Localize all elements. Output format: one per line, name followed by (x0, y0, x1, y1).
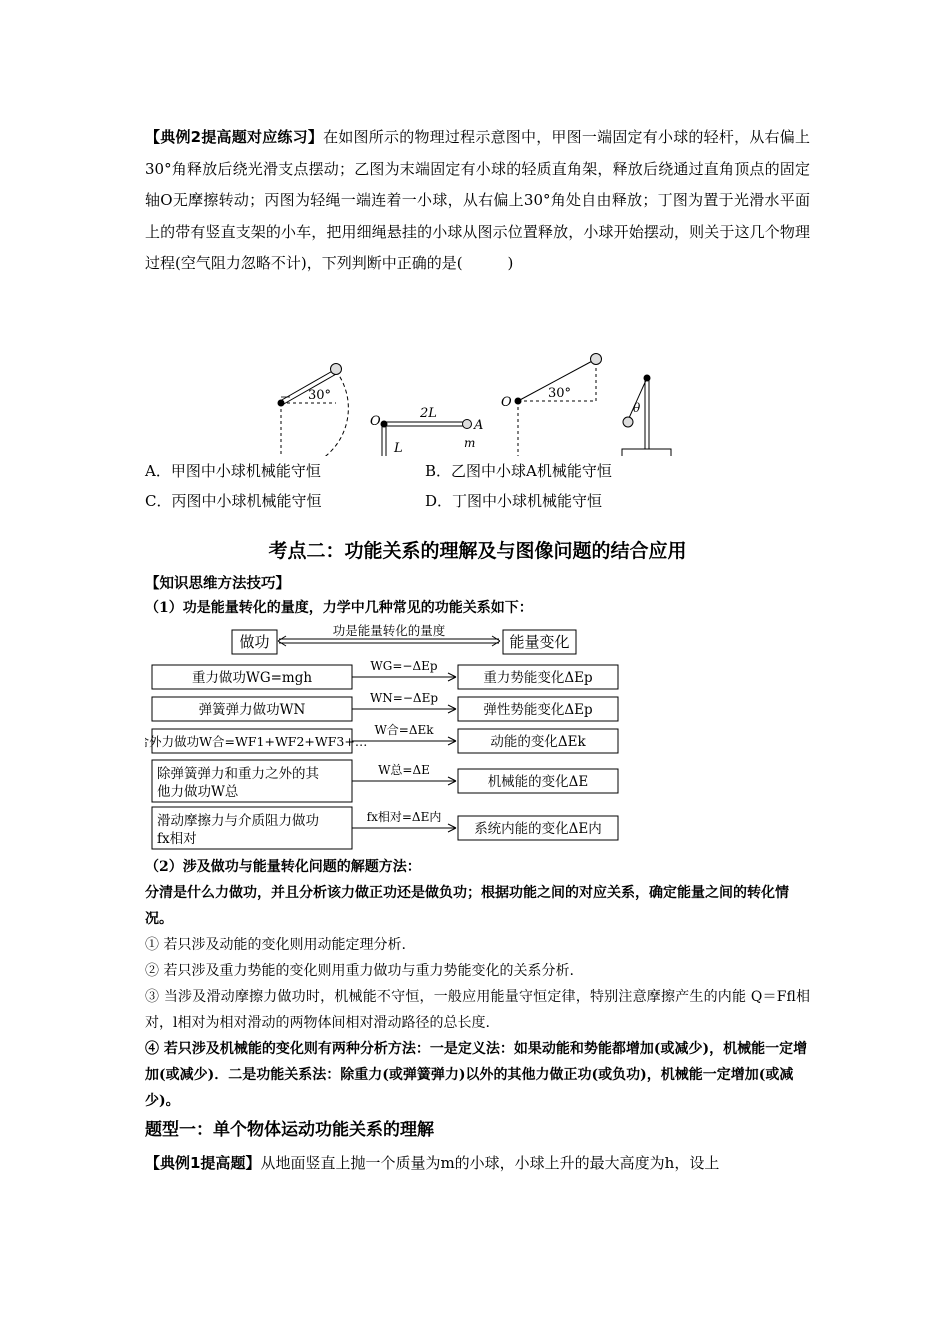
example1-paragraph (145, 1148, 810, 1180)
bing-pivot (515, 397, 522, 404)
figure-yi (369, 406, 483, 456)
item-3: ③ 当涉及滑动摩擦力做功时，机械能不守恒，一般应用能量守恒定律，特别注意摩擦产生的内能 Q＝Ffl相对，l相对为相对滑动的两物体间相对滑动路径的总长度. (145, 988, 810, 1031)
item-1: ① 若只涉及动能的变化则用动能定理分析. (145, 936, 406, 953)
example2-paragraph (145, 122, 810, 280)
knowledge-header: 【知识思维方法技巧】 (145, 575, 290, 592)
row5-left-2: fx相对 (157, 830, 197, 847)
figure-jia (276, 363, 349, 456)
type1-title: 题型一：单个物体运动功能关系的理解 (145, 1119, 434, 1140)
figure-bing (501, 353, 602, 456)
row5-left-1: 滑动摩擦力与介质阻力做功 (157, 812, 319, 829)
item-2: ② 若只涉及重力势能的变化则用重力做功与重力势能变化的关系分析. (145, 962, 574, 979)
row4-left-2: 他力做功W总 (157, 783, 239, 800)
top-arrow-head-right (492, 636, 500, 646)
top-arrow-label: 功是能量转化的量度 (332, 622, 446, 638)
work-energy-svg (145, 622, 810, 854)
yi-O: O (370, 413, 381, 429)
yi-L: L (394, 440, 403, 456)
item-4: ④ 若只涉及机械能的变化则有两种分析方法：一是定义法：如果动能和势能都增加(或减少)，机械能一定增加(或减少)．二是功能关系法：除重力(或弹簧弹力)以外的其他力做正功(或负功)，机械能一定增加(或减少)。 (145, 1040, 808, 1109)
yi-pivot (381, 420, 388, 427)
method-text: 分清是什么力做功，并且分析该力做正功还是做负功；根据功能之间的对应关系，确定能量之间的转化情况。 (145, 884, 789, 927)
section-title: 考点二：功能关系的理解及与图像问题的结合应用 (268, 539, 687, 562)
row4-left-1: 除弹簧弹力和重力之外的其 (157, 765, 319, 782)
example1-text: 从地面竖直上抛一个质量为m的小球，小球上升的最大高度为h，设上 (260, 1153, 720, 1172)
bing-O: O (501, 394, 512, 410)
document-page (145, 122, 810, 1179)
ding-cart (622, 449, 671, 456)
label-work: 做功 (239, 632, 270, 651)
yi-m-A: m (464, 435, 476, 450)
top-arrow-head-left (278, 636, 286, 646)
yi-A: A (474, 417, 484, 433)
example2-text: 在如图所示的物理过程示意图中，甲图一端固定有小球的轻杆，从右偏上30°角释放后绕光滑支点摆动；乙图为末端固定有小球的轻质直角架，释放后绕通过直角顶点的固定轴O无摩擦转动；丙图为轻绳一端连着一小球，从右偏上30°角处自由释放；丁图为置于光滑水平面上的带有竖直支架的小车，把用细绳悬挂的小球从图示位置释放，小球开始摆动，则关于这几个物理过程(空气阻力忽略不计)，下列判断中正确的是( ) (145, 128, 810, 272)
option-d[interactable]: D．丁图中小球机械能守恒 (425, 491, 603, 510)
row3-right: 动能的变化ΔEk (490, 733, 586, 750)
bing-ball (591, 353, 602, 364)
jia-angle: 30° (308, 387, 332, 403)
row3-left: 合外力做功W合=WF1+WF2+WF3+… (145, 733, 368, 749)
row1-left: 重力做功WG=mgh (191, 669, 313, 686)
jia-arc (282, 371, 348, 456)
yi-2L: 2L (420, 405, 437, 421)
row1-right: 重力势能变化ΔEp (483, 669, 593, 686)
ding-theta: θ (633, 400, 641, 415)
row5-right: 系统内能的变化ΔE内 (474, 820, 602, 837)
row4-mid: W总=ΔE (378, 762, 430, 777)
option-b[interactable]: B．乙图中小球A机械能守恒 (425, 461, 612, 480)
example1-label: 【典例1提高题】 (145, 1153, 261, 1172)
bing-angle: 30° (548, 385, 572, 401)
row5-mid: fx相对=ΔE内 (366, 809, 442, 824)
row3-mid: W合=ΔEk (374, 722, 434, 737)
row2-mid: WN=−ΔEp (369, 690, 439, 705)
row4-right: 机械能的变化ΔE (487, 773, 589, 790)
example2-label: 【典例2提高题对应练习】 (145, 128, 324, 146)
option-c[interactable]: C．丙图中小球机械能守恒 (145, 491, 322, 510)
figure-ding (622, 374, 671, 456)
ding-ball (623, 417, 633, 427)
point-1: （1）功是能量转化的量度，力学中几种常见的功能关系如下： (145, 599, 533, 616)
physics-figure (145, 286, 810, 456)
row2-left: 弹簧弹力做功WN (198, 701, 306, 718)
jia-ball (331, 363, 342, 374)
work-energy-diagram (145, 622, 810, 854)
row1-mid: WG=−ΔEp (370, 658, 438, 673)
option-a[interactable]: A．甲图中小球机械能守恒 (145, 461, 321, 480)
label-energy-change: 能量变化 (509, 632, 570, 651)
jia-pivot (278, 399, 285, 406)
options (145, 456, 810, 518)
ding-pivot (644, 374, 651, 381)
point-2: （2）涉及做功与能量转化问题的解题方法： (145, 858, 421, 875)
yi-ball-a (463, 419, 472, 428)
pendulum-diagrams (145, 286, 810, 456)
row2-right: 弹性势能变化ΔEp (483, 701, 593, 718)
